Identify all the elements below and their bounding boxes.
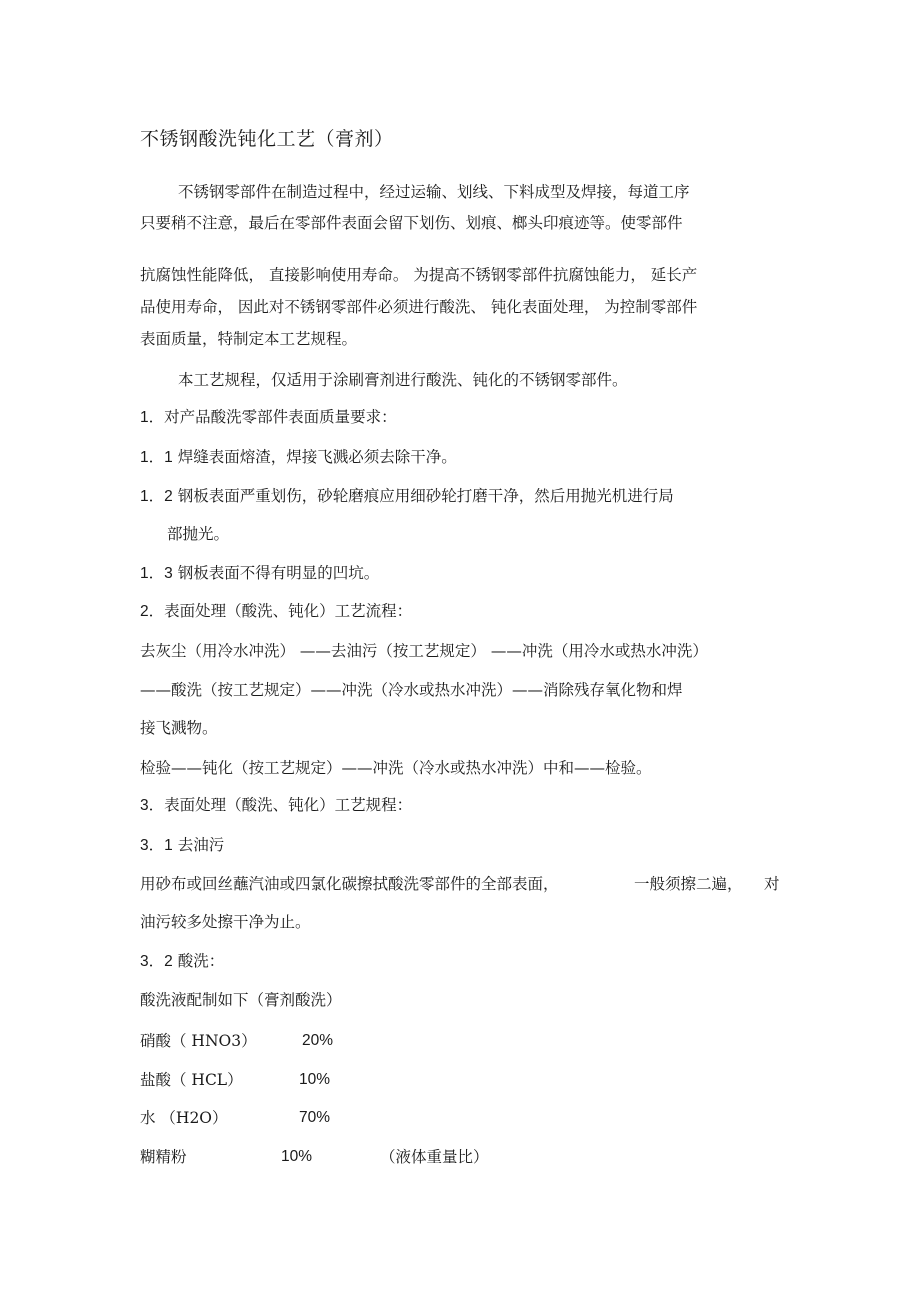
- item-1-2: [140, 486, 674, 507]
- flow-line-2: ——酸洗（按工艺规定）——冲洗（冷水或热水冲洗）——消除残存氧化物和焊: [140, 681, 683, 699]
- item-1-3: [140, 563, 379, 584]
- section-2-heading: [140, 601, 412, 622]
- item-number: 1．3: [140, 565, 173, 582]
- intro-line-2: 只要稍不注意，最后在零部件表面会留下划伤、划痕、榔头印痕迹等。使零部件: [140, 214, 683, 232]
- item-number: 3．1: [140, 837, 173, 854]
- section-3-heading: [140, 795, 412, 816]
- item-3-2: [140, 951, 224, 972]
- intro-line-4: 品使用寿命， 因此对不锈钢零部件必须进行酸洗、 钝化表面处理， 为控制零部件: [140, 298, 698, 316]
- degrease-line-1: 用砂布或回丝蘸汽油或四氯化碳擦拭酸洗零部件的全部表面，: [140, 875, 559, 893]
- degrease-line-2: 油污较多处擦干净为止。: [140, 913, 311, 931]
- section-number: 2．: [140, 603, 165, 620]
- section-1-heading: [140, 407, 397, 428]
- recipe-name: 水 （H2O）: [140, 1109, 228, 1127]
- section-number: 3．: [140, 797, 165, 814]
- item-number: 1．1: [140, 449, 173, 466]
- section-heading-text: 表面处理（酸洗、钝化）工艺流程：: [164, 602, 413, 620]
- item-text: 酸洗：: [177, 952, 225, 970]
- item-text: 焊缝表面熔渣，焊接飞溅必须去除干净。: [177, 448, 457, 466]
- recipe-name: 糊精粉: [140, 1148, 187, 1166]
- intro-line-1: 不锈钢零部件在制造过程中，经过运输、划线、下料成型及焊接，每道工序: [178, 183, 690, 201]
- scope-paragraph: 本工艺规程，仅适用于涂刷膏剂进行酸洗、钝化的不锈钢零部件。: [178, 371, 628, 389]
- section-number: 1．: [140, 409, 165, 426]
- item-number: 1．2: [140, 488, 173, 505]
- section-heading-text: 对产品酸洗零部件表面质量要求：: [164, 408, 397, 426]
- item-text: 钢板表面不得有明显的凹坑。: [177, 564, 380, 582]
- recipe-percent: 10%: [299, 1071, 331, 1088]
- recipe-title: 酸洗液配制如下（膏剂酸洗）: [140, 991, 342, 1009]
- recipe-percent: 20%: [302, 1032, 334, 1049]
- recipe-percent: 10%: [281, 1148, 313, 1165]
- item-number: 3．2: [140, 953, 173, 970]
- flow-line-3: 接飞溅物。: [140, 719, 218, 737]
- item-3-1: [140, 835, 224, 856]
- intro-line-3: 抗腐蚀性能降低， 直接影响使用寿命。 为提高不锈钢零部件抗腐蚀能力， 延长产: [140, 266, 698, 284]
- recipe-percent: 70%: [299, 1109, 331, 1126]
- item-text: 钢板表面严重划伤，砂轮磨痕应用细砂轮打磨干净，然后用抛光机进行局: [177, 487, 674, 505]
- document-title: 不锈钢酸洗钝化工艺（膏剂）: [140, 128, 394, 150]
- recipe-note: （液体重量比）: [380, 1148, 489, 1166]
- flow-line-1: 去灰尘（用冷水冲洗） ——去油污（按工艺规定） ——冲洗（用冷水或热水冲洗）: [140, 642, 708, 660]
- item-1-1: [140, 447, 457, 468]
- item-text: 去油污: [177, 836, 225, 854]
- recipe-name: 盐酸（ HCL）: [140, 1071, 243, 1089]
- recipe-name: 硝酸（ HNO3）: [140, 1032, 257, 1050]
- section-heading-text: 表面处理（酸洗、钝化）工艺规程：: [164, 796, 413, 814]
- flow-line-4: 检验——钝化（按工艺规定）——冲洗（冷水或热水冲洗）中和——检验。: [140, 759, 652, 777]
- degrease-line-1b: 一般须擦二遍，: [634, 875, 743, 893]
- degrease-line-1c: 对: [764, 875, 780, 893]
- item-1-2-continuation: 部抛光。: [167, 525, 230, 543]
- intro-line-5: 表面质量，特制定本工艺规程。: [140, 330, 358, 348]
